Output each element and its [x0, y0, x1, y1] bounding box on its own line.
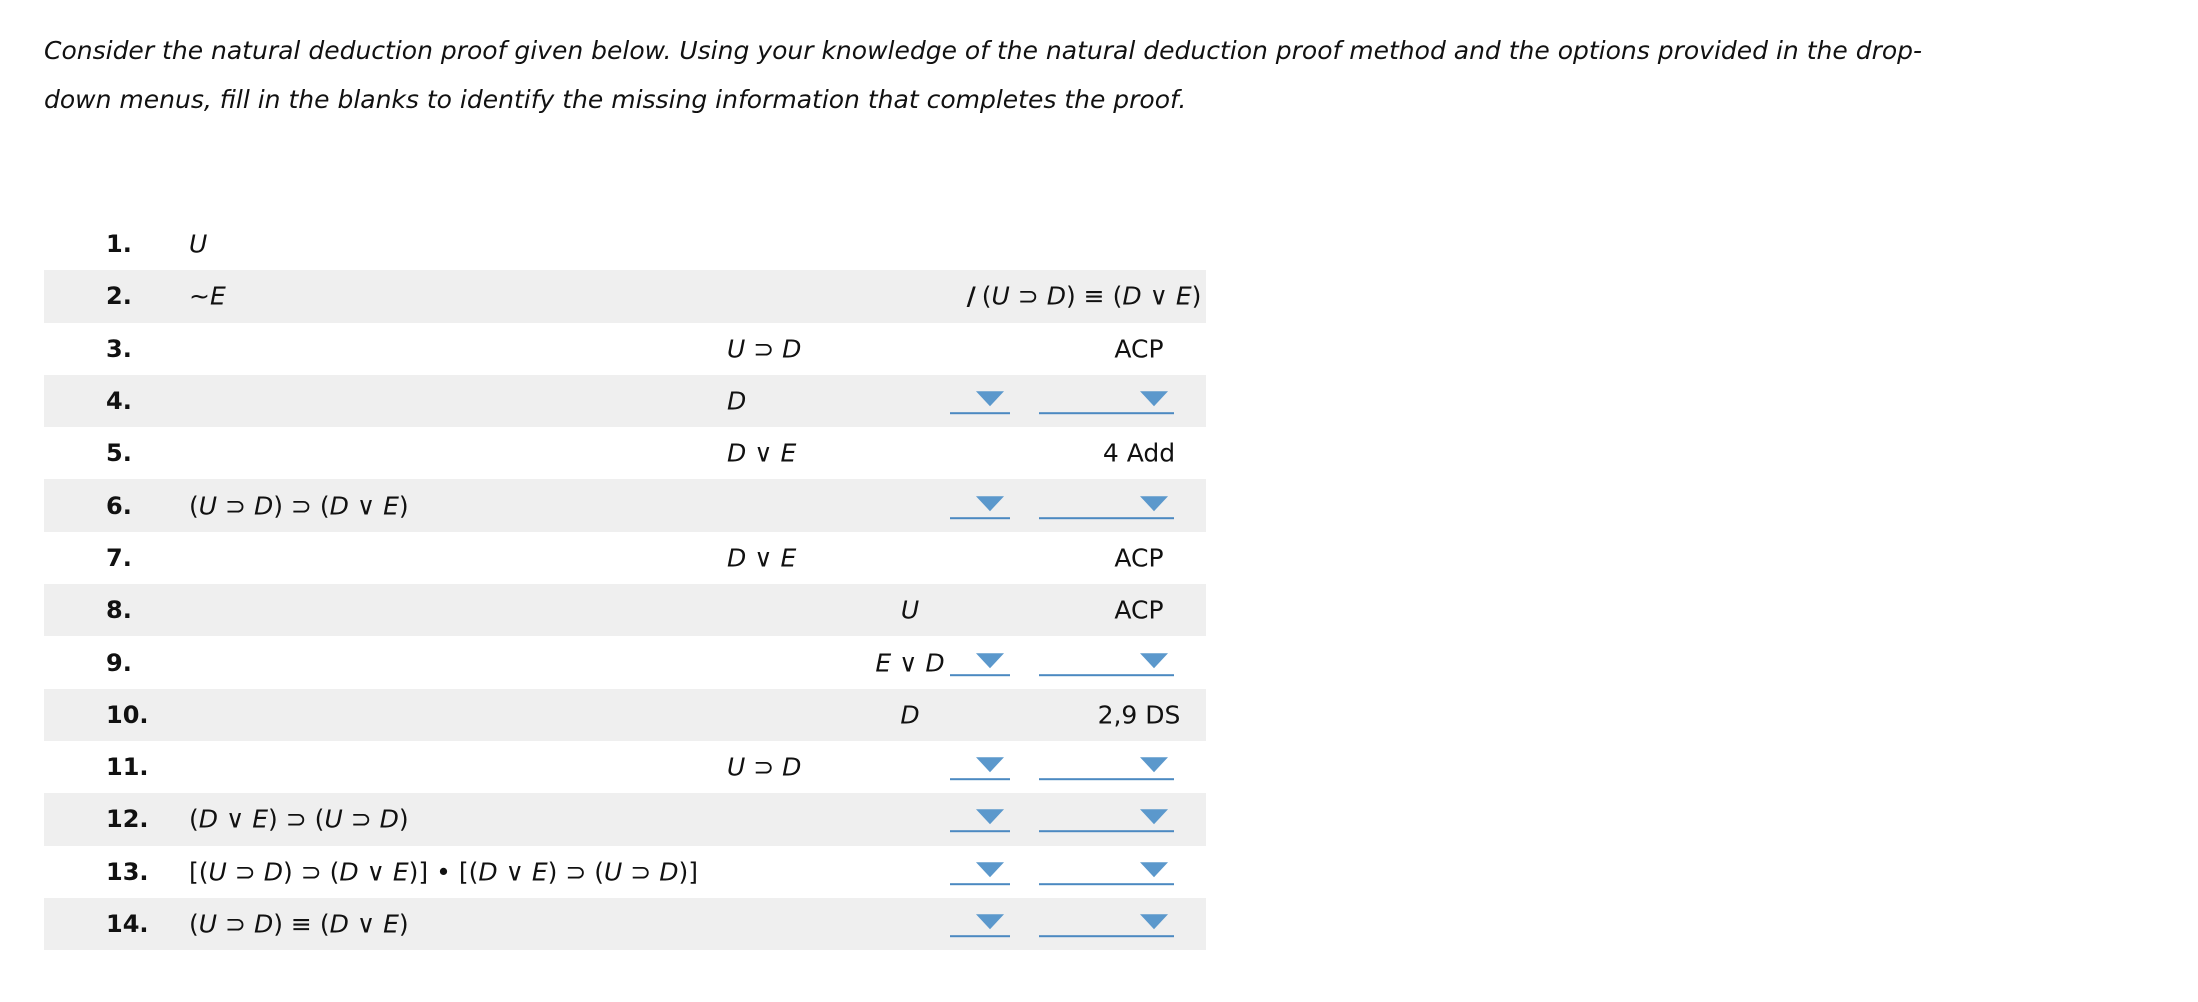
proof-row — [44, 270, 1206, 322]
proof-formula: U ⊃ D — [727, 334, 802, 364]
dropdown-arrow-icon[interactable] — [976, 810, 1004, 825]
rule-dropdown[interactable] — [1039, 390, 1174, 414]
line-number: 2. — [106, 282, 132, 311]
justification: ACP — [1114, 595, 1164, 625]
proof-row — [44, 898, 1206, 950]
proof-row — [44, 793, 1206, 845]
line-number: 1. — [106, 230, 132, 259]
proof-row — [44, 479, 1206, 531]
dropdown-arrow-icon[interactable] — [976, 496, 1004, 511]
line-number: 9. — [106, 648, 132, 677]
conclusion-formula: (U ⊃ D) ≡ (D ∨ E) — [981, 281, 1202, 311]
proof-row — [44, 689, 1206, 741]
line-reference-dropdown[interactable] — [950, 652, 1010, 676]
line-number: 10. — [106, 700, 149, 729]
line-number: 6. — [106, 491, 132, 520]
rule-dropdown[interactable] — [1039, 652, 1174, 676]
rule-dropdown[interactable] — [1039, 495, 1174, 519]
proof-row — [44, 532, 1206, 584]
dropdown-arrow-icon[interactable] — [1140, 391, 1168, 406]
proof-row — [44, 427, 1206, 479]
proof-formula: U — [189, 229, 208, 259]
proof-formula: E ∨ D — [875, 648, 945, 678]
line-number: 11. — [106, 753, 149, 782]
dropdown-arrow-icon[interactable] — [1140, 862, 1168, 877]
dropdown-arrow-icon[interactable] — [976, 653, 1004, 668]
proof-formula: D ∨ E — [727, 543, 797, 573]
conclusion — [944, 282, 1224, 311]
line-number: 5. — [106, 439, 132, 468]
line-reference-dropdown[interactable] — [950, 913, 1010, 937]
proof-table — [44, 218, 1206, 950]
rule-dropdown[interactable] — [1039, 756, 1174, 780]
dropdown-arrow-icon[interactable] — [1140, 496, 1168, 511]
line-number: 12. — [106, 805, 149, 834]
line-number: 8. — [106, 596, 132, 625]
line-number: 14. — [106, 910, 149, 938]
line-reference-dropdown[interactable] — [950, 390, 1010, 414]
line-number: 3. — [106, 334, 132, 363]
dropdown-arrow-icon[interactable] — [976, 757, 1004, 772]
justification: 4 Add — [1102, 438, 1176, 468]
rule-dropdown[interactable] — [1039, 809, 1174, 833]
proof-formula: D ∨ E — [727, 438, 797, 468]
justification: 2,9 DS — [1097, 700, 1181, 730]
proof-formula: (D ∨ E) ⊃ (U ⊃ D) — [189, 804, 409, 834]
dropdown-arrow-icon[interactable] — [976, 914, 1004, 929]
line-reference-dropdown[interactable] — [950, 809, 1010, 833]
proof-row — [44, 375, 1206, 427]
rule-dropdown[interactable] — [1039, 861, 1174, 885]
proof-row — [44, 584, 1206, 636]
line-reference-dropdown[interactable] — [950, 756, 1010, 780]
line-number: 13. — [106, 857, 149, 886]
instructions: Consider the natural deduction proof given below. Using your knowledge of the natural deduction proof method and the options provided in the drop-down menus, fill in the blanks to identify the missing information that completes the proof. — [44, 36, 1923, 114]
proof-formula: ~E — [189, 281, 226, 311]
dropdown-arrow-icon[interactable] — [1140, 810, 1168, 825]
justification: ACP — [1114, 334, 1164, 364]
line-number: 4. — [106, 387, 132, 416]
dropdown-arrow-icon[interactable] — [976, 862, 1004, 877]
proof-row — [44, 218, 1206, 270]
proof-formula: (U ⊃ D) ≡ (D ∨ E) — [189, 909, 409, 939]
proof-row — [44, 323, 1206, 375]
proof-row — [44, 636, 1206, 688]
dropdown-arrow-icon[interactable] — [1140, 914, 1168, 929]
line-reference-dropdown[interactable] — [950, 495, 1010, 519]
proof-formula: [(U ⊃ D) ⊃ (D ∨ E)] • [(D ∨ E) ⊃ (U ⊃ D)] — [189, 857, 698, 887]
proof-formula: D — [900, 700, 920, 730]
line-reference-dropdown[interactable] — [950, 861, 1010, 885]
proof-formula: D — [727, 386, 747, 416]
conclusion-slash: / — [966, 281, 976, 311]
proof-formula: (U ⊃ D) ⊃ (D ∨ E) — [189, 491, 409, 521]
rule-dropdown[interactable] — [1039, 913, 1174, 937]
dropdown-arrow-icon[interactable] — [1140, 757, 1168, 772]
proof-row — [44, 741, 1206, 793]
dropdown-arrow-icon[interactable] — [1140, 653, 1168, 668]
line-number: 7. — [106, 543, 132, 572]
justification: ACP — [1114, 543, 1164, 573]
proof-row — [44, 846, 1206, 898]
dropdown-arrow-icon[interactable] — [976, 391, 1004, 406]
proof-formula: U — [900, 595, 920, 625]
proof-formula: U ⊃ D — [727, 752, 802, 782]
